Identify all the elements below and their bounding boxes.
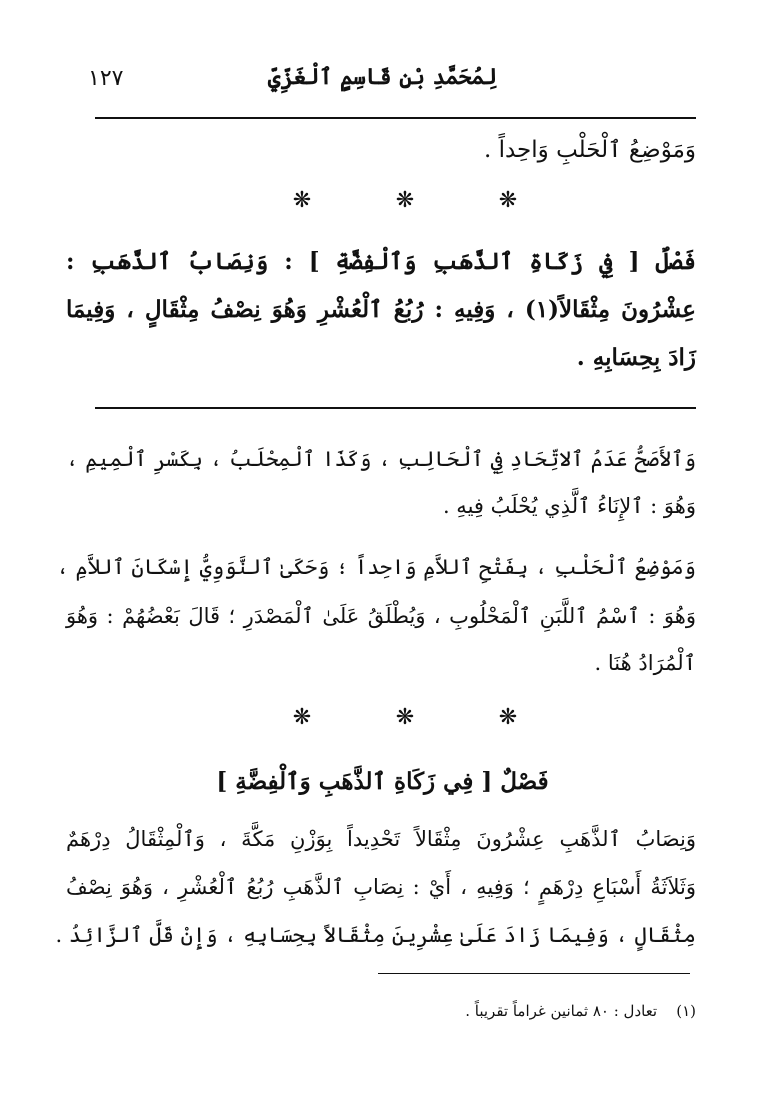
commentary-line: وَثَلاَثَةُ أَسْبَاعِ دِرْهَمٍ ؛ وَفِيهِ ، أَيْ : نِصَابِ ٱلذَّهَبِ رُبُعُ ٱلْعُشْرِ ، وَهُوَ نِصْفُ [66, 875, 696, 899]
commentary-line: وَهُوَ : ٱلإِنَاءُ ٱلَّذِي يُحْلَبُ فِيهِ . [442, 494, 696, 518]
matn-line: زَادَ بِحِسَابِهِ . [576, 344, 696, 371]
separator-star: ❋ [498, 704, 518, 730]
footnote [66, 998, 696, 1024]
commentary-line: وَنِصَابُ ٱلذَّهَبِ عِشْرُونَ مِثْقَالاً تَحْدِيداً بِوَزْنِ مَكَّةَ ، وَٱلْمِثْقَالُ دِرْهَمٌ [66, 827, 696, 851]
separator-stars [290, 188, 520, 212]
commentary-line: مِثْقَالٍ ، وَفِيمَا زَادَ عَلَىٰ عِشْرِينَ مِثْقَالاً بِحِسَابِهِ ، وَإِنْ قَلَّ ٱلزَّائِدُ . [55, 923, 696, 947]
separator-star: ❋ [395, 704, 415, 730]
page-number: ١٢٧ [88, 66, 124, 91]
running-title: لِمُحَمَّدِ بْنِ قَاسِمٍ ٱلْغَزِّيِّ [267, 64, 498, 90]
commentary-line: وَهُوَ : ٱسْمُ ٱللَّبَنِ ٱلْمَحْلُوبِ ، وَيُطْلَقُ عَلَىٰ ٱلْمَصْدَرِ ؛ قَالَ بَعْضُهُمْ : وَهُوَ [66, 604, 696, 628]
matn-line: عِشْرُونَ مِثْقَالاً(١) ، وَفِيهِ : رُبُعُ ٱلْعُشْرِ وَهُوَ نِصْفُ مِثْقَالٍ ، وَفِيمَا [66, 296, 696, 323]
separator-stars [290, 705, 520, 729]
separator-star: ❋ [498, 187, 518, 213]
continuation-line: وَمَوْضِعُ ٱلْحَلْبِ وَاحِداً . [483, 137, 696, 163]
section-heading: فَصْلٌ [ فِي زَكَاةِ ٱلذَّهَبِ وَٱلْفِضَّةِ ] [216, 768, 549, 795]
footnote-marker: (١) [676, 1002, 696, 1020]
header-rule [95, 117, 696, 119]
commentary-line: وَٱلأَصَحُّ عَدَمُ ٱلاتِّحَادِ فِي ٱلْحَالِبِ ، وَكَذَا ٱلْمِحْلَبُ ، بِكَسْرِ ٱلْمِيمِ ، [66, 447, 696, 471]
matn-line: فَصْلٌ [ فِي زَكَاةِ ٱلذَّهَبِ وَٱلْفِضَّةِ ] : وَنِصَابُ ٱلذَّهَبِ : [66, 248, 696, 275]
footnote-text: تعادل : ٨٠ ثمانين غراماً تقريباً . [465, 1002, 658, 1020]
commentary-line: وَمَوْضِعُ ٱلْحَلْبِ ، بِفَتْحِ ٱللاَّمِ وَاحِداً ؛ وَحَكَىٰ ٱلنَّوَوِيُّ إِسْكَانَ ٱللاَّمِ ، [56, 555, 696, 579]
separator-star: ❋ [292, 187, 312, 213]
section-rule [95, 407, 696, 409]
separator-star: ❋ [395, 187, 415, 213]
separator-star: ❋ [292, 704, 312, 730]
commentary-line: ٱلْمُرَادُ هُنَا . [594, 651, 696, 675]
footnote-rule [378, 973, 690, 974]
